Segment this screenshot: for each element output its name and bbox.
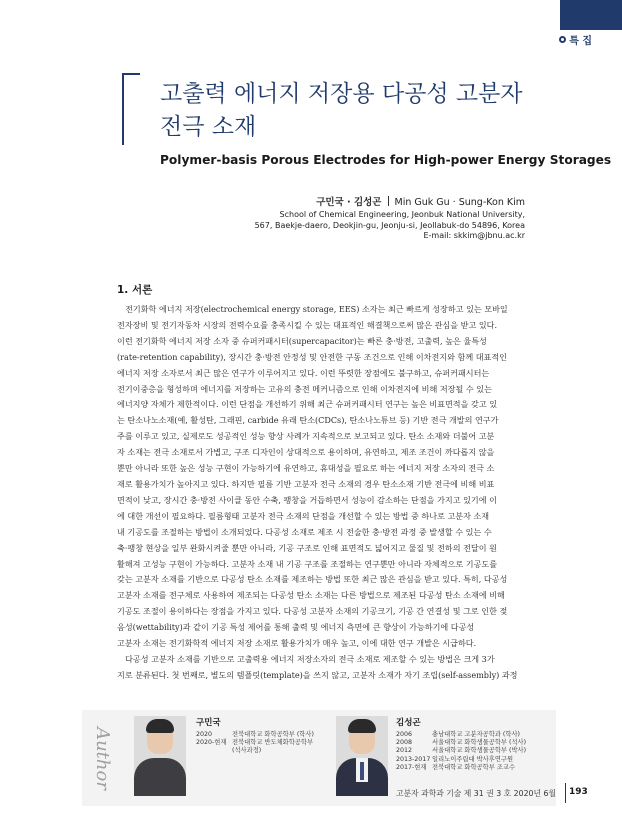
footer-journal: 고분자 과학과 기술 제 31 권 3 호 2020년 6월 (396, 789, 556, 798)
bio-year: 2020 (196, 731, 213, 738)
bio-row (396, 756, 526, 764)
body-line: 고분자 소재는 전기화학적 에너지 저장 소재로 활용가치가 매우 높고, 이에 대한 연구 개발은 시급하다. (117, 638, 477, 649)
bio-year: 2020-현재 (196, 739, 227, 747)
body-line: 에너지 저장 소자로서 최근 많은 연구가 이루어지고 있다. 이런 뚜렷한 장점에도 불구하고, 슈퍼커패시터는 (117, 367, 490, 378)
title-line-1: 고출력 에너지 저장용 다공성 고분자 (160, 81, 523, 107)
body-line: 갖는 고분자 소재를 기반으로 다공성 탄소 소재를 제조하는 방법 또한 최근 많은 관심을 받고 있다. 특히, 다공성 (117, 574, 508, 585)
bio-desc: 일리노이주립대 박사후연구원 (432, 755, 514, 763)
author2-bio (396, 731, 526, 772)
bio-year: 2013-2017 (396, 755, 431, 763)
section-tag (559, 32, 592, 47)
byline-divider (388, 196, 389, 206)
page-title-english: Polymer-basis Porous Electrodes for High-power Energy Storages (160, 153, 612, 167)
bio-row (196, 731, 314, 739)
bio-desc: 서울대학교 화학생물공학부 (석사) (432, 739, 527, 747)
body-line: 전자장비 및 전기자동차 시장의 전력수요를 충족시킬 수 있는 대표적인 해결책으로써 많은 관심을 받고 있다. (117, 319, 498, 330)
body-line: 주를 이루고 있고, 실제로도 성공적인 성능 향상 사례가 지속적으로 보고되고 있다. 탄소 소재와 더불어 고분 (117, 431, 495, 442)
bio-year: 2017-현재 (396, 763, 427, 771)
body-line: 에 대한 개선이 필요하다. 필름형태 고분자 전극 소재의 단점을 개선할 수 있는 방법 중 하나로 고분자 소재 (117, 510, 490, 521)
affiliation-line: 567, Baekje-daero, Deokjin-gu, Jeonju-si, Jeollabuk-do 54896, Korea (254, 220, 525, 230)
page-title-korean (160, 78, 580, 144)
author-byline (316, 194, 525, 208)
bio-year (196, 747, 232, 755)
body-line: 재로 활용가치가 높아지고 있다. 하지만 필름 기반 고분자 전극 소재의 경우 탄소소재 기반 전극에 비해 비표 (117, 478, 495, 489)
body-line: 활해져 고성능 구현이 가능하다. 고분자 소재 내 기공 구조를 조절하는 연구뿐만 아니라 자체적으로 기공도를 (117, 558, 498, 569)
author-photo-gu (134, 716, 186, 796)
title-bracket (122, 73, 140, 145)
section-heading: 1. 서론 (117, 284, 153, 296)
body-line: (rate-retention capability), 장시간 충·방전 안정성 및 안전한 구동 조건으로 인해 이차전지와 함께 대표적인 (117, 351, 507, 362)
body-line: 내 기공도를 조절하는 방법이 소개되었다. 다공성 소재로 제조 시 전술한 충·방전 과정 중 발생할 수 있는 수 (117, 526, 492, 537)
section-tag-label: 특 집 (569, 36, 592, 47)
affiliation-line: School of Chemical Engineering, Jeonbuk National University, (279, 210, 525, 219)
author-label-text: Author (91, 726, 113, 790)
body-line: 이런 전기화학 에너지 저장 소자 중 슈퍼커패시터(supercapacitor)는 빠른 충·방전, 고출력, 높은 율특성 (117, 335, 487, 346)
bio-year: 2012 (396, 747, 413, 755)
body-text (117, 302, 556, 684)
bio-row (196, 747, 314, 755)
body-line: 면적이 낮고, 장시간 충·방전 사이클 동안 수축, 팽창을 거듭하면서 성능이 감소하는 단점을 가지고 있기에 이 (117, 494, 497, 505)
affiliation-email: E-mail: skkim@jbnu.ac.kr (423, 231, 525, 240)
affiliation (255, 210, 525, 242)
body-line: 고분자 소재를 전구체로 사용하여 제조되는 다공성 탄소 소재는 다른 방법으로 제조된 다공성 탄소 소재에 비해 (117, 590, 505, 601)
author1-name: 구민국 (196, 718, 221, 728)
body-line: 뿐만 아니라 또한 높은 성능 구현이 가능하기에 유연하고, 휴대성을 필요로 하는 에너지 저장 소자의 전극 소 (117, 463, 495, 474)
bio-row (396, 731, 526, 739)
author-photo-kim (336, 716, 388, 796)
body-line: 축·팽창 현상을 일부 완화시켜줄 뿐만 아니라, 기공 구조로 인해 표면적도 넓어지고 물질 및 전하의 전달이 원 (117, 542, 497, 553)
corner-tab (560, 0, 622, 30)
bio-desc: 서울대학교 화학생물공학부 (박사) (432, 747, 527, 755)
bio-year: 2008 (396, 739, 413, 747)
bio-desc: 충남대학교 고분자공학과 (학사) (432, 731, 520, 738)
body-line: 전기이중층을 형성하며 에너지를 저장하는 고유의 충전 메커니즘으로 인해 이차전지에 비해 저장될 수 있는 (117, 383, 492, 394)
author-vertical-label (87, 712, 117, 804)
title-line-2: 전극 소재 (160, 114, 257, 140)
authors-english: Min Guk Gu · Sung-Kon Kim (394, 197, 525, 208)
bio-desc: (석사과정) (232, 747, 262, 755)
author2-name: 김성곤 (396, 718, 421, 728)
bio-year: 2006 (396, 731, 413, 738)
bio-row (396, 747, 526, 755)
body-line: 다공성 고분자 소재를 기반으로 고출력용 에너지 저장소자의 전극 소재로 제조할 수 있는 방법은 크게 3가 (125, 653, 495, 664)
body-line: 는 탄소나노소재(예, 활성탄, 그래핀, carbide 유래 탄소(CDCs), 탄소나노튜브 등) 기반 전극 개발의 연구가 (117, 415, 499, 426)
bio-desc: 전북대학교 화학공학부 조교수 (432, 763, 516, 771)
circle-bullet-icon (559, 36, 566, 43)
bio-row (396, 764, 526, 772)
body-line: 지로 분류된다. 첫 번째로, 별도의 템플릿(template)을 쓰지 않고, 고분자 소재가 자기 조립(self-assembly) 과정 (117, 669, 518, 680)
body-line: 음성(wettability)과 같이 기공 특성 제어를 통해 출력 및 에너지 측면에 큰 향상이 가능하기에 다공성 (117, 622, 475, 633)
body-line: 전기화학 에너지 저장(electrochemical energy storage, EES) 소자는 최근 빠르게 성장하고 있는 모바일 (125, 304, 508, 314)
body-line: 자 소재는 전극 소재로서 가볍고, 구조 디자인이 상대적으로 용이하며, 유연하고, 제조 조건이 까다롭지 않을 (117, 447, 495, 458)
bio-desc: 전북대학교 반도체화학공학부 (232, 739, 314, 747)
author1-bio (196, 731, 314, 756)
body-line: 에너지양 자체가 제한적이다. 이런 단점을 개선하기 위해 최근 슈퍼커패시터 연구는 높은 비표면적을 갖고 있 (117, 399, 498, 410)
bio-desc: 전북대학교 화학공학부 (학사) (232, 731, 314, 738)
authors-korean: 구민국 · 김성곤 (316, 197, 382, 208)
body-line: 기공도 조절이 용이하다는 장점을 가지고 있다. 다공성 고분자 소재의 기공크기, 기공 간 연결성 및 그로 인한 젖 (117, 606, 508, 617)
page-number: 193 (569, 787, 588, 797)
footer-divider (565, 783, 566, 803)
